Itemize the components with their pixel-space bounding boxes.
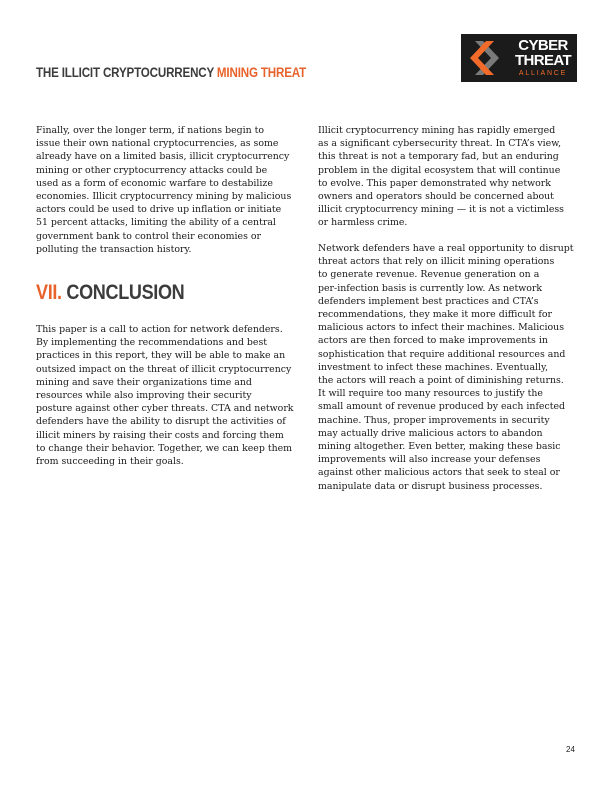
logo-text-threat: THREAT	[514, 52, 572, 69]
cyber-threat-alliance-logo	[461, 34, 577, 82]
header-title-main: THE ILLICIT CRYPTOCURRENCY	[36, 65, 217, 80]
logo-text-alliance: ALLIANCE	[518, 70, 568, 77]
page-number: 24	[566, 745, 575, 754]
right-column-top	[318, 124, 580, 230]
right-paragraph-2: Network defenders have a real opportunity to disrupt threat actors that rely on illicit mining operations to generate revenue. Revenue generation on a per-infection basis is currently low. As network defenders implement best practices and CTA’s recommendations, they make it more difficult for malicious actors to infect their machines. Malicious actors are then forced to make improvements in sophistication that require additional resources and investment to infect these machines. Eventually, the actors will reach a point of diminishing returns. It will require too many resources to justify the small amount of revenue produced by each infected machine. Thus, proper improvements in security may actually drive malicious actors to abandon mining altogether. Even better, making these basic improvements will also increase your defenses against other malicious actors that seek to steal or manipulate data or disrupt business processes.	[318, 243, 574, 492]
logo-wordmark	[511, 38, 575, 77]
left-paragraph-2: This paper is a call to action for network defenders. By implementing the recommendations and best practices in this report, they will be able to make an outsized impact on the threat of illicit cryptocurrency mining and save their organizations time and resources while also improving their security posture against other cyber threats. CTA and network defenders have the ability to disrupt the activities of illicit miners by raising their costs and forcing them to change their behavior. Together, we can keep them from succeeding in their goals.	[36, 324, 294, 468]
right-column-bottom	[318, 242, 580, 493]
header-title-accent: MINING THREAT	[216, 65, 307, 80]
section-title: CONCLUSION	[61, 281, 185, 304]
running-header-title	[36, 65, 306, 80]
section-heading-conclusion	[36, 281, 184, 305]
logo-text-cyber: CYBER	[518, 37, 568, 54]
section-number: VII.	[36, 281, 62, 304]
right-paragraph-1: Illicit cryptocurrency mining has rapidly emerged as a significant cybersecurity threat. In CTA’s view, this threat is not a temporary fad, but an enduring problem in the digital ecosystem that will continue to evolve. This paper demonstrated why network owners and operators should be concerned about illicit cryptocurrency mining — it is not a victimless or harmless crime.	[318, 125, 564, 229]
left-column-bottom	[36, 323, 298, 468]
left-column-top	[36, 124, 298, 256]
cta-chevron-logo-icon	[465, 39, 505, 77]
left-paragraph-1: Finally, over the longer term, if nations begin to issue their own national cryptocurrencies, as some already have on a limited basis, illicit cryptocurrency mining or other cryptocurrency attacks could be used as a form of economic warfare to destabilize economies. Illicit cryptocurrency mining by malicious actors could be used to drive up inflation or initiate 51 percent attacks, limiting the ability of a central government bank to control their economies or polluting the transaction history.	[36, 125, 292, 255]
